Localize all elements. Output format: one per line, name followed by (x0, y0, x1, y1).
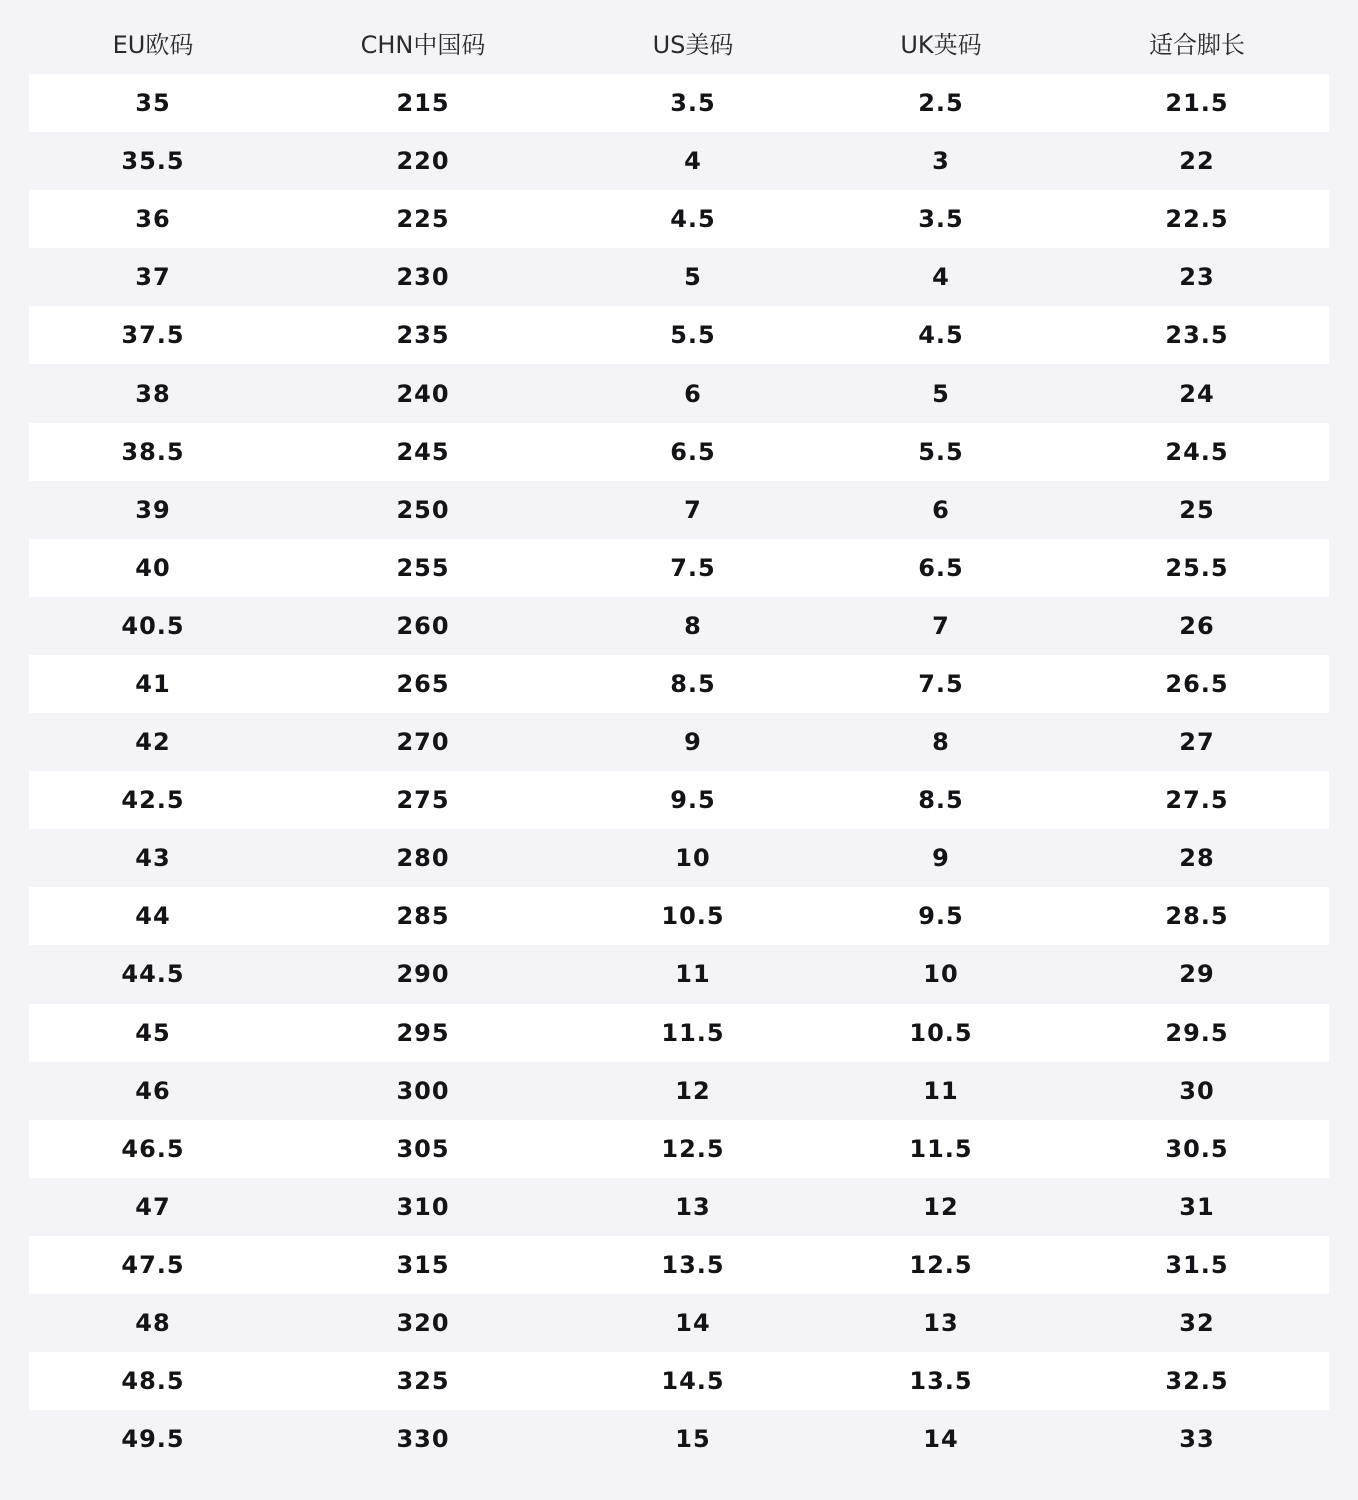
eu-size-cell: 36 (135, 205, 171, 234)
chn-size-cell: 265 (396, 669, 450, 698)
eu-size-cell: 37 (135, 263, 171, 292)
us-size-cell: 14.5 (661, 1367, 725, 1396)
eu-size-cell: 46.5 (121, 1134, 185, 1163)
chn-size-cell: 310 (396, 1192, 450, 1221)
foot-length-cell: 25.5 (1165, 553, 1229, 582)
table-row (29, 132, 1329, 190)
foot-length-cell: 31 (1179, 1192, 1215, 1221)
table-row (29, 364, 1329, 422)
table-row (29, 1410, 1329, 1468)
uk-size-cell: 9 (932, 844, 950, 873)
table-row (29, 1062, 1329, 1120)
foot-length-cell: 32.5 (1165, 1367, 1229, 1396)
us-size-cell: 7.5 (670, 553, 716, 582)
us-size-cell: 4.5 (670, 205, 716, 234)
foot-length-cell: 26 (1179, 611, 1215, 640)
header-eu-size: EU欧码 (112, 31, 194, 59)
chn-size-cell: 305 (396, 1134, 450, 1163)
table-row (29, 1236, 1329, 1294)
chn-size-cell: 300 (396, 1076, 450, 1105)
uk-size-cell: 4.5 (918, 321, 964, 350)
us-size-cell: 5 (684, 263, 702, 292)
eu-size-cell: 35.5 (121, 147, 185, 176)
table-body (29, 74, 1329, 1468)
uk-size-cell: 4 (932, 263, 950, 292)
us-size-cell: 10 (675, 844, 711, 873)
chn-size-cell: 255 (396, 553, 450, 582)
table-row (29, 539, 1329, 597)
table-row (29, 423, 1329, 481)
uk-size-cell: 8 (932, 728, 950, 757)
eu-size-cell: 46 (135, 1076, 171, 1105)
header-foot-length: 适合脚长 (1149, 31, 1245, 59)
foot-length-cell: 28.5 (1165, 902, 1229, 931)
chn-size-cell: 250 (396, 495, 450, 524)
table-row (29, 887, 1329, 945)
foot-length-cell: 24 (1179, 379, 1215, 408)
foot-length-cell: 33 (1179, 1425, 1215, 1454)
foot-length-cell: 21.5 (1165, 89, 1229, 118)
foot-length-cell: 30.5 (1165, 1134, 1229, 1163)
uk-size-cell: 5.5 (918, 437, 964, 466)
table-row (29, 248, 1329, 306)
eu-size-cell: 42.5 (121, 786, 185, 815)
us-size-cell: 6 (684, 379, 702, 408)
eu-size-cell: 48 (135, 1309, 171, 1338)
uk-size-cell: 13 (923, 1309, 959, 1338)
chn-size-cell: 225 (396, 205, 450, 234)
foot-length-cell: 30 (1179, 1076, 1215, 1105)
chn-size-cell: 275 (396, 786, 450, 815)
foot-length-cell: 23 (1179, 263, 1215, 292)
eu-size-cell: 49.5 (121, 1425, 185, 1454)
chn-size-cell: 295 (396, 1018, 450, 1047)
chn-size-cell: 315 (396, 1250, 450, 1279)
uk-size-cell: 3 (932, 147, 950, 176)
eu-size-cell: 47 (135, 1192, 171, 1221)
eu-size-cell: 35 (135, 89, 171, 118)
foot-length-cell: 22.5 (1165, 205, 1229, 234)
foot-length-cell: 24.5 (1165, 437, 1229, 466)
foot-length-cell: 25 (1179, 495, 1215, 524)
table-row (29, 1120, 1329, 1178)
table-header-row (29, 16, 1329, 74)
eu-size-cell: 37.5 (121, 321, 185, 350)
us-size-cell: 6.5 (670, 437, 716, 466)
us-size-cell: 9 (684, 728, 702, 757)
uk-size-cell: 13.5 (909, 1367, 973, 1396)
eu-size-cell: 48.5 (121, 1367, 185, 1396)
eu-size-cell: 41 (135, 669, 171, 698)
us-size-cell: 10.5 (661, 902, 725, 931)
table-row (29, 771, 1329, 829)
chn-size-cell: 215 (396, 89, 450, 118)
uk-size-cell: 12.5 (909, 1250, 973, 1279)
chn-size-cell: 280 (396, 844, 450, 873)
table-row (29, 306, 1329, 364)
eu-size-cell: 45 (135, 1018, 171, 1047)
uk-size-cell: 7 (932, 611, 950, 640)
uk-size-cell: 8.5 (918, 786, 964, 815)
us-size-cell: 8.5 (670, 669, 716, 698)
foot-length-cell: 28 (1179, 844, 1215, 873)
us-size-cell: 8 (684, 611, 702, 640)
eu-size-cell: 39 (135, 495, 171, 524)
us-size-cell: 9.5 (670, 786, 716, 815)
uk-size-cell: 12 (923, 1192, 959, 1221)
foot-length-cell: 31.5 (1165, 1250, 1229, 1279)
foot-length-cell: 27 (1179, 728, 1215, 757)
us-size-cell: 13 (675, 1192, 711, 1221)
chn-size-cell: 235 (396, 321, 450, 350)
us-size-cell: 4 (684, 147, 702, 176)
header-uk-size: UK英码 (900, 31, 982, 59)
table-row (29, 74, 1329, 132)
us-size-cell: 3.5 (670, 89, 716, 118)
chn-size-cell: 270 (396, 728, 450, 757)
eu-size-cell: 47.5 (121, 1250, 185, 1279)
header-us-size: US美码 (652, 31, 734, 59)
uk-size-cell: 10.5 (909, 1018, 973, 1047)
foot-length-cell: 26.5 (1165, 669, 1229, 698)
table-row (29, 1004, 1329, 1062)
table-row (29, 945, 1329, 1003)
foot-length-cell: 23.5 (1165, 321, 1229, 350)
chn-size-cell: 325 (396, 1367, 450, 1396)
us-size-cell: 15 (675, 1425, 711, 1454)
table-row (29, 655, 1329, 713)
us-size-cell: 14 (675, 1309, 711, 1338)
chn-size-cell: 330 (396, 1425, 450, 1454)
chn-size-cell: 240 (396, 379, 450, 408)
us-size-cell: 11.5 (661, 1018, 725, 1047)
chn-size-cell: 245 (396, 437, 450, 466)
uk-size-cell: 9.5 (918, 902, 964, 931)
us-size-cell: 5.5 (670, 321, 716, 350)
shoe-size-table (29, 16, 1329, 1468)
foot-length-cell: 32 (1179, 1309, 1215, 1338)
table-row (29, 481, 1329, 539)
us-size-cell: 7 (684, 495, 702, 524)
uk-size-cell: 10 (923, 960, 959, 989)
eu-size-cell: 38 (135, 379, 171, 408)
uk-size-cell: 11 (923, 1076, 959, 1105)
chn-size-cell: 260 (396, 611, 450, 640)
table-row (29, 713, 1329, 771)
eu-size-cell: 42 (135, 728, 171, 757)
us-size-cell: 13.5 (661, 1250, 725, 1279)
us-size-cell: 12 (675, 1076, 711, 1105)
eu-size-cell: 44.5 (121, 960, 185, 989)
eu-size-cell: 43 (135, 844, 171, 873)
foot-length-cell: 29.5 (1165, 1018, 1229, 1047)
header-chn-size: CHN中国码 (360, 31, 486, 59)
eu-size-cell: 44 (135, 902, 171, 931)
foot-length-cell: 29 (1179, 960, 1215, 989)
chn-size-cell: 290 (396, 960, 450, 989)
foot-length-cell: 22 (1179, 147, 1215, 176)
uk-size-cell: 3.5 (918, 205, 964, 234)
us-size-cell: 12.5 (661, 1134, 725, 1163)
table-row (29, 190, 1329, 248)
uk-size-cell: 7.5 (918, 669, 964, 698)
uk-size-cell: 5 (932, 379, 950, 408)
table-row (29, 1352, 1329, 1410)
uk-size-cell: 6 (932, 495, 950, 524)
chn-size-cell: 230 (396, 263, 450, 292)
table-row (29, 597, 1329, 655)
uk-size-cell: 11.5 (909, 1134, 973, 1163)
foot-length-cell: 27.5 (1165, 786, 1229, 815)
eu-size-cell: 38.5 (121, 437, 185, 466)
eu-size-cell: 40.5 (121, 611, 185, 640)
chn-size-cell: 285 (396, 902, 450, 931)
chn-size-cell: 220 (396, 147, 450, 176)
table-row (29, 1178, 1329, 1236)
eu-size-cell: 40 (135, 553, 171, 582)
uk-size-cell: 2.5 (918, 89, 964, 118)
table-row (29, 1294, 1329, 1352)
chn-size-cell: 320 (396, 1309, 450, 1338)
us-size-cell: 11 (675, 960, 711, 989)
uk-size-cell: 6.5 (918, 553, 964, 582)
uk-size-cell: 14 (923, 1425, 959, 1454)
table-row (29, 829, 1329, 887)
